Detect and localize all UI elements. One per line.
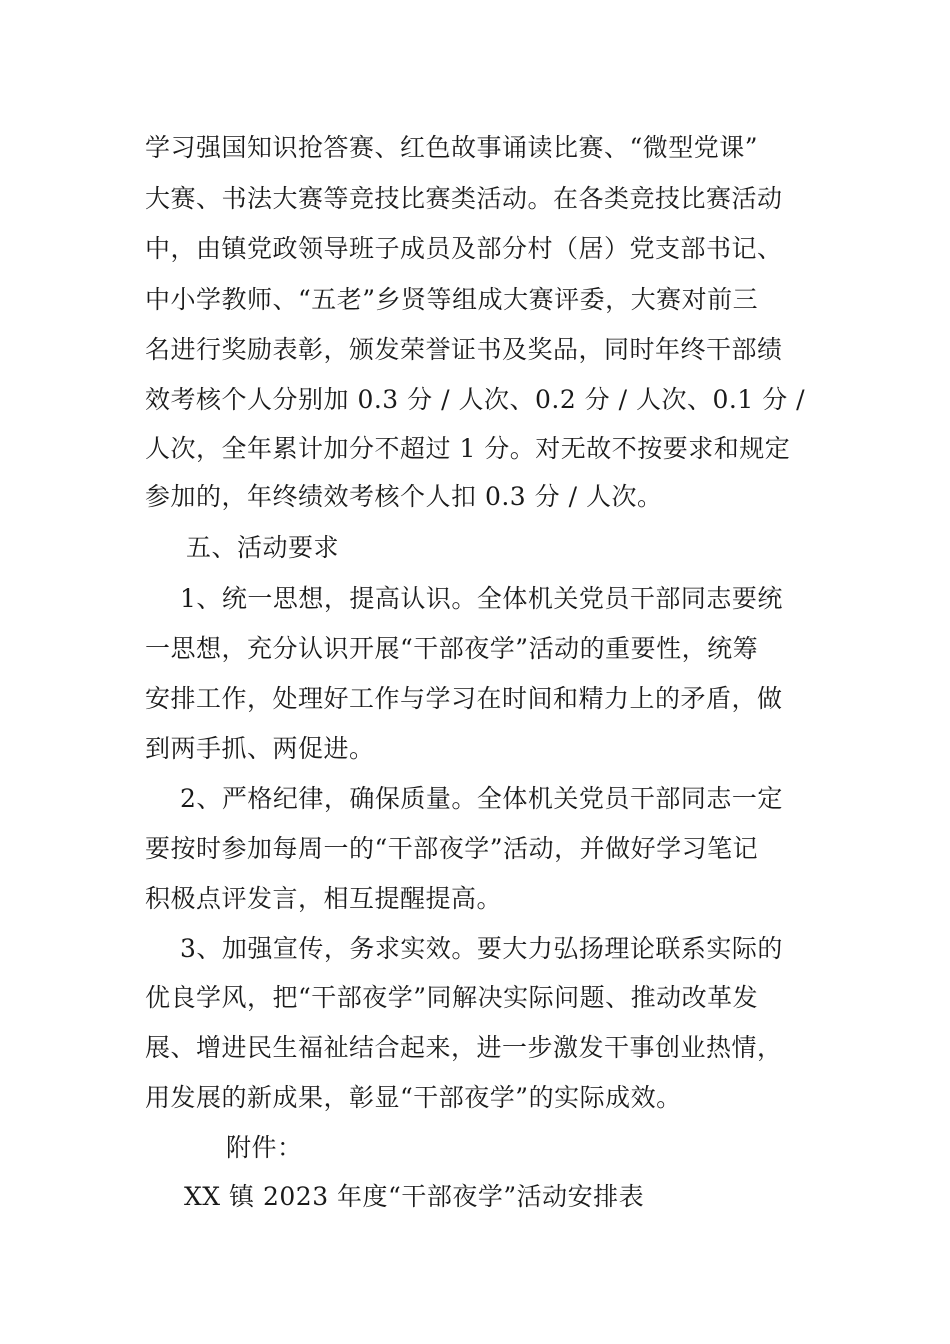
attachment-label: 附件：	[226, 1133, 303, 1162]
paragraph-line: 2、严格纪律，确保质量。全体机关党员干部同志一定	[180, 784, 783, 813]
attachment-title: XX 镇 2023 年度“干部夜学”活动安排表	[184, 1182, 645, 1211]
paragraph-line: 中小学教师、“五老”乡贤等组成大赛评委，大赛对前三	[145, 285, 759, 314]
paragraph-line: 人次，全年累计加分不超过 1 分。对无故不按要求和规定	[145, 434, 791, 463]
paragraph-line: 学习强国知识抢答赛、红色故事诵读比赛、“微型党课”	[145, 133, 759, 162]
paragraph-line: 优良学风，把“干部夜学”同解决实际问题、推动改革发	[145, 983, 759, 1012]
paragraph-line: 积极点评发言，相互提醒提高。	[145, 884, 503, 913]
paragraph-line: 一思想，充分认识开展“干部夜学”活动的重要性，统筹	[145, 634, 759, 663]
paragraph-line: 名进行奖励表彰，颁发荣誉证书及奖品，同时年终干部绩	[145, 335, 783, 364]
paragraph-line: 到两手抓、两促进。	[145, 734, 375, 763]
paragraph-line: 安排工作，处理好工作与学习在时间和精力上的矛盾，做	[145, 684, 783, 713]
paragraph-line: 用发展的新成果，彰显“干部夜学”的实际成效。	[145, 1083, 682, 1112]
paragraph-line: 1、统一思想，提高认识。全体机关党员干部同志要统	[180, 584, 783, 613]
paragraph-line: 大赛、书法大赛等竞技比赛类活动。在各类竞技比赛活动	[145, 184, 783, 213]
paragraph-line: 展、增进民生福祉结合起来，进一步激发干事创业热情，	[145, 1033, 783, 1062]
paragraph-line: 中，由镇党政领导班子成员及部分村（居）党支部书记、	[145, 234, 783, 263]
paragraph-line: 3、加强宣传，务求实效。要大力弘扬理论联系实际的	[180, 934, 783, 963]
section-heading: 五、活动要求	[186, 533, 340, 562]
paragraph-line: 效考核个人分别加 0.3 分 / 人次、0.2 分 / 人次、0.1 分 /	[145, 385, 806, 414]
paragraph-line: 参加的，年终绩效考核个人扣 0.3 分 / 人次。	[145, 482, 663, 511]
paragraph-line: 要按时参加每周一的“干部夜学”活动，并做好学习笔记	[145, 834, 759, 863]
